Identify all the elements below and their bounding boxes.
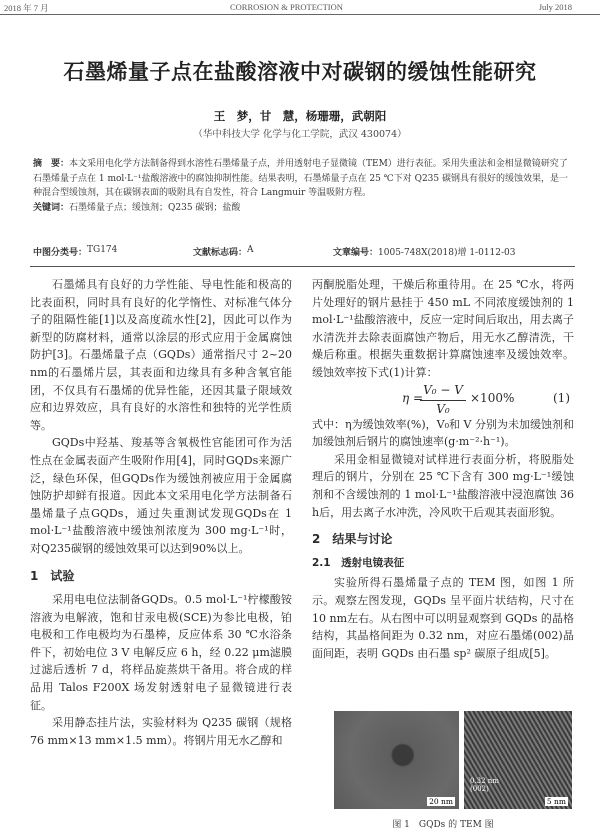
keywords-label: 关键词： (33, 202, 70, 213)
section-heading-results: 2 结果与讨论 (312, 532, 393, 547)
lattice-annotation (470, 777, 499, 793)
doc-code-value: A (247, 245, 254, 255)
keywords-text: 石墨烯量子点；缓蚀剂；Q235 碳钢；盐酸 (69, 202, 241, 213)
method-paragraph: 丙酮脱脂处理，干燥后称重待用。在 25 ℃水，将两片处理好的钢片悬挂于 450 mL 不同浓度缓蚀剂的 1 mol·L⁻¹盐酸溶液中，反应一定时间后取出，用去离子水清洗并去除表面腐蚀产物后，用无水乙醇清洗，干燥后称重。根据失重数据计算腐蚀速率及缓蚀效率。缓蚀效率按下式(1)计算： (312, 278, 574, 379)
header-journal: CORROSION & PROTECTION (230, 2, 343, 12)
lattice-plane: (002) (470, 785, 489, 793)
clc-label: 中图分类号： (33, 248, 88, 258)
microscopy-paragraph: 采用金相显微镜对试样进行表面分析，将脱脂处理后的钢片，分别在 25 ℃下含有 300 mg·L⁻¹缓蚀剂和不含缓蚀剂的 1 mol·L⁻¹盐酸溶液中浸泡腐蚀 36 h后，用去离子水冲洗，冷风吹干后观其表面形貌。 (312, 452, 574, 519)
article-no-value: 1005-748X(2018)增 1-0112-03 (378, 248, 516, 258)
tem-image-left (334, 711, 459, 809)
paper-title: 石墨烯量子点在盐酸溶液中对碳钢的缓蚀性能研究 (63, 60, 537, 84)
left-column (30, 276, 292, 749)
doc-code-label: 文献标志码： (193, 248, 248, 258)
equation-explanation: 式中：η为缓蚀效率(%)，V₀和 V 分别为未加缓蚀剂和加缓蚀剂后钢片的腐蚀速率(g·m⁻²·h⁻¹)。 (312, 417, 574, 449)
lattice-spacing: 0.32 nm (470, 777, 499, 785)
right-column (312, 276, 574, 662)
figure-1 (312, 711, 574, 811)
figure-caption: 图 1 GQDs 的 TEM 图 (392, 820, 494, 830)
clc-value: TG174 (87, 245, 118, 255)
intro-paragraph-1: 石墨烯具有良好的力学性能、导电性能和极高的比表面积，同时具有良好的化学惰性、对标准气体分子的阻隔性能[1]以及高度疏水性[2]，因此可以作为新型的防腐材料，通常以涂层的形式应用于金属腐蚀防护[3]。石墨烯量子点（GQDs）通常指尺寸 2~20 nm的石墨烯片层，其表面和边缘具有多种含氧官能团，不仅具有石墨烯的优异性能，还因其量子限域效应和边界效应，具有良好的水溶性和独特的光学性质等。 (30, 278, 292, 432)
section-heading-experiment: 1 试验 (30, 568, 75, 583)
abstract-text: 本文采用电化学方法制备得到水溶性石墨烯量子点，并用透射电子显微镜（TEM）进行表征。采用失重法和金相显微镜研究了石墨烯量子点在 1 mol·L⁻¹盐酸溶液中的腐蚀抑制性能。结果表明，石墨烯量子点在 25 ℃下对 Q235 碳钢具有很好的缓蚀效果，是一种混合型缓蚀剂，其在碳钢表面的吸附具有自发性，符合 Langmuir 等温吸附方程。 (33, 159, 568, 198)
authors: 王 梦，甘 慧，杨珊珊，武朝阳 (213, 109, 387, 123)
tem-paragraph: 实验所得石墨烯量子点的 TEM 图，如图 1 所示。观察左图发现，GQDs 呈平面片状结构，尺寸在 10 nm左右。从右图中可以明显观察到 GQDs 的晶格结构，其晶格间距为 0.32 nm，对应石墨烯(002)晶面间距，表明 GQDs 由石墨 sp² 碳原子组成[5]。 (312, 576, 574, 660)
scale-bar-left: 20 nm (429, 797, 453, 806)
subsection-heading-tem: 2.1 透射电镜表征 (312, 556, 405, 569)
running-header (0, 0, 600, 15)
tem-image-right (464, 711, 572, 809)
equation-numerator: V₀ − V (420, 382, 466, 402)
equation-fraction (420, 382, 466, 419)
abstract-label: 摘 要： (33, 159, 70, 169)
scale-bar-right: 5 nm (546, 797, 566, 806)
equation-1 (312, 382, 574, 416)
equation-denominator: V₀ (436, 402, 450, 417)
experiment-paragraph-2: 采用静态挂片法，实验材料为 Q235 碳钢（规格76 mm×13 mm×1.5 mm）。将钢片用无水乙醇和 (30, 716, 292, 747)
abstract-block (33, 157, 573, 215)
equation-number: (1) (553, 390, 570, 405)
affiliation: （华中科技大学 化学与化工学院，武汉 430074） (193, 129, 407, 140)
intro-paragraph-2: GQDs中羟基、羧基等含氧极性官能团可作为活性点在金属表面产生吸附作用[4]，同时GQDs来源广泛，绿色环保，但GQDs作为缓蚀剂被应用于金属腐蚀防护却鲜有报道。因此本文采用电化学方法制备石墨烯量子点GQDs，通过失重测试发现GQDs在 1 mol·L⁻¹盐酸溶液中缓蚀剂浓度为 300 mg·L⁻¹时，对Q235碳钢的缓蚀效果可以达到90%以上。 (30, 436, 292, 555)
experiment-paragraph-1: 采用电电位法制备GQDs。0.5 mol·L⁻¹柠檬酸铵溶液为电解液，饱和甘汞电极(SCE)为参比电极，铂电极和工作电极均为石墨棒，反应体系 30 ℃水浴条件下，初始电位 3 V 电解反应 6 h，经 0.22 μm滤膜过滤后透析 7 d，将样品旋蒸烘干备用。将合成的样品用 Talos F200X 场发射透射电子显微镜进行表征。 (30, 593, 292, 712)
article-no-label: 文章编号： (333, 248, 379, 258)
header-date-en: July 2018 (538, 2, 572, 12)
header-date: 2018 年 7 月 (4, 3, 49, 13)
divider (30, 266, 575, 267)
equation-lhs: η = (402, 390, 424, 405)
equation-tail: ×100% (470, 390, 515, 405)
